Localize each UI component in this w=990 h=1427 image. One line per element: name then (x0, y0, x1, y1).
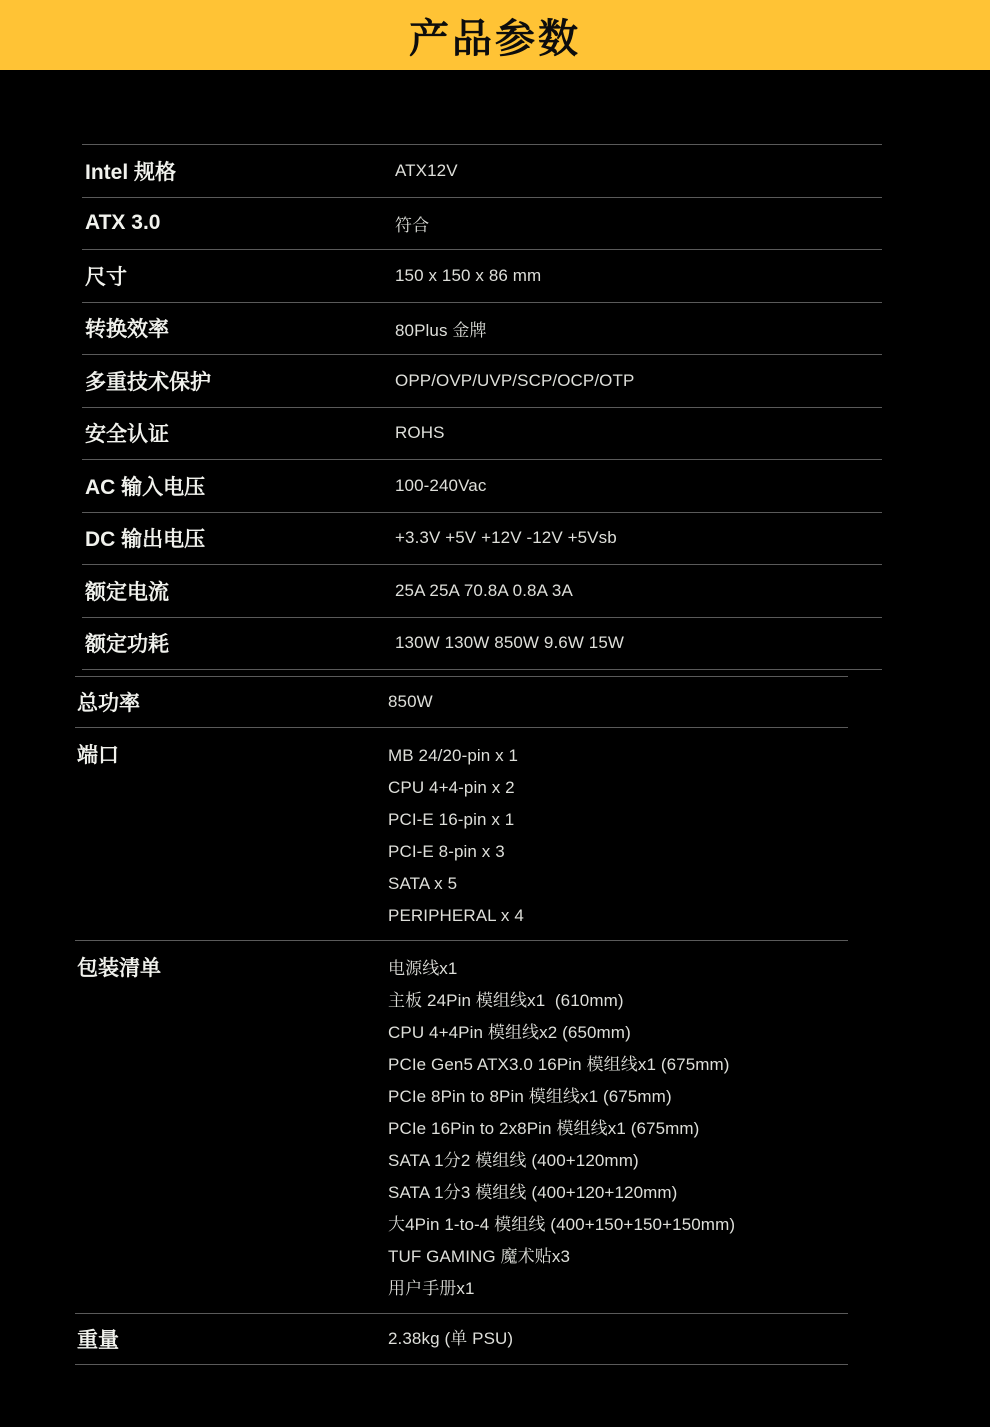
spec-value: OPP/OVP/UVP/SCP/OCP/OTP (395, 370, 635, 390)
spec-value-line: CPU 4+4Pin 模组线x2 (650mm) (388, 1023, 631, 1042)
spec-value-line: 850W (388, 692, 433, 711)
spec-row (82, 355, 882, 408)
spec-value-line: PCI-E 8-pin x 3 (388, 842, 505, 861)
spec-value-line: SATA 1分2 模组线 (400+120mm) (388, 1151, 639, 1170)
spec-value: ATX12V (395, 160, 458, 180)
spec-value: 符合 (395, 215, 430, 235)
spec-row (75, 1314, 848, 1365)
spec-row (82, 460, 882, 513)
spec-row (82, 198, 882, 251)
spec-value-line: SATA 1分3 模组线 (400+120+120mm) (388, 1183, 678, 1202)
spec-value: 80Plus 金牌 (395, 320, 487, 340)
spec-label: 多重技术保护 (85, 370, 211, 394)
spec-value-line: SATA x 5 (388, 874, 458, 893)
spec-value-line: 主板 24Pin 模组线x1 (610mm) (388, 991, 624, 1010)
spec-value-line: 2.38kg (单 PSU) (388, 1329, 514, 1348)
spec-row (75, 677, 848, 728)
spec-value-line: PERIPHERAL x 4 (388, 906, 524, 925)
spec-value: 150 x 150 x 86 mm (395, 265, 542, 285)
spec-value-line: CPU 4+4-pin x 2 (388, 778, 515, 797)
spec-row (82, 618, 882, 671)
spec-value-line: 电源线x1 (388, 959, 458, 978)
spec-value-list (388, 1323, 848, 1355)
spec-row (75, 728, 848, 941)
spec-value-list (388, 953, 848, 1305)
spec-label: 安全认证 (85, 423, 169, 447)
spec-label: 尺寸 (85, 265, 127, 289)
spec-label: DC 输出电压 (85, 528, 206, 552)
spec-label: 端口 (77, 744, 119, 767)
header-banner (0, 0, 990, 70)
spec-value-line: PCI-E 16-pin x 1 (388, 810, 515, 829)
spec-label: Intel 规格 (85, 160, 177, 184)
spec-label: 额定功耗 (85, 633, 169, 657)
spec-value: 25A 25A 70.8A 0.8A 3A (395, 580, 573, 600)
spec-value-line: MB 24/20-pin x 1 (388, 746, 519, 765)
spec-value: +3.3V +5V +12V -12V +5Vsb (395, 528, 617, 548)
spec-row (82, 513, 882, 566)
spec-label: 重量 (77, 1329, 119, 1352)
spec-label: ATX 3.0 (85, 211, 161, 235)
spec-row (82, 565, 882, 618)
spec-label: 转换效率 (85, 318, 169, 342)
spec-value-line: 用户手册x1 (388, 1279, 475, 1298)
spec-table-bottom (75, 676, 848, 1365)
spec-value-line: 大4Pin 1-to-4 模组线 (400+150+150+150mm) (388, 1215, 736, 1234)
spec-row (82, 250, 882, 303)
spec-label: 额定电流 (85, 580, 169, 604)
spec-value-line: TUF GAMING 魔术贴x3 (388, 1247, 570, 1266)
spec-value: 100-240Vac (395, 475, 487, 495)
spec-label: 总功率 (77, 692, 140, 715)
page-title: 产品参数 (409, 16, 581, 61)
spec-label: AC 输入电压 (85, 475, 206, 499)
spec-value: 130W 130W 850W 9.6W 15W (395, 633, 625, 653)
spec-table-top (82, 144, 882, 670)
spec-row (82, 145, 882, 198)
spec-row (82, 303, 882, 356)
spec-value-list (388, 740, 848, 932)
spec-value-line: PCIe Gen5 ATX3.0 16Pin 模组线x1 (675mm) (388, 1055, 730, 1074)
spec-label: 包装清单 (77, 957, 161, 980)
spec-value-list (388, 686, 848, 718)
spec-value-line: PCIe 16Pin to 2x8Pin 模组线x1 (675mm) (388, 1119, 700, 1138)
spec-value-line: PCIe 8Pin to 8Pin 模组线x1 (675mm) (388, 1087, 672, 1106)
spec-value: ROHS (395, 423, 445, 443)
spec-row (75, 941, 848, 1314)
spec-row (82, 408, 882, 461)
